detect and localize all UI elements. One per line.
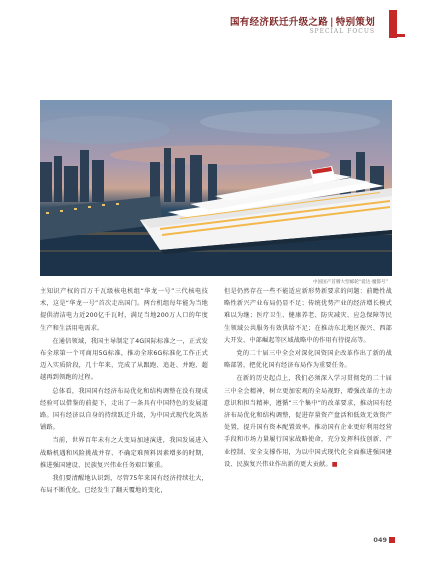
paragraph: 党的二十届三中全会对深化国资国企改革作出了新的战略部署，把优化国有经济布局作为重要任务。 [224, 350, 392, 370]
header-red-tick [397, 34, 405, 37]
paragraph: 在通信领域，我国主导制定了4G国际标准之一，正式发布全球第一个可商用5G标准，推动全球6G标准化工作正式迈入实质阶段，几十年来，完成了从跟跑、追赶、并跑、超越再到领跑的过程。 [40, 337, 208, 382]
page-number-square [389, 537, 395, 543]
section-title [230, 14, 375, 28]
paragraph-text: 在新的历史起点上，我们必须深入学习贯彻党的二十届三中全会精神，树立更加宏观的全局视野，增强改革的主动意识和担当精神，遵循“三个集中”的改革要求，推动国有经济布局优化和结构调整，促进存量资产盘活和低效无效资产处置，提升国有资本配置效率。推动国有企业更好利用经营手段和市场力量履行国家战略使命，充分发挥科技创新、产业控制、安全支撑作用，为以中国式现代化全面推进强国建设、民族复兴伟业作出新的更大贡献。 [224, 375, 392, 468]
paragraph: 当前，世界百年未有之大变局加速演进，我国发展进入战略机遇和风险挑战并存、不确定难预料因素增多的时期，推进强国建设、民族复兴伟业任务艰巨繁重。 [40, 437, 208, 469]
page-header [0, 0, 427, 48]
section-title-text: 国有经济跃迁升级之路 [230, 17, 329, 28]
paragraph: 主知识产权的百万千瓦级核电机组“华龙一号”三代核电技术，这是“华龙一号”首次走出国门。两台机组每年能为当地提供清洁电力近200亿千瓦时，满足当地200万人口的年度生产和生活用电需求。 [40, 288, 208, 332]
end-mark: ■ [331, 460, 338, 468]
article-right-column [224, 286, 392, 472]
paragraph-final [224, 373, 392, 471]
header-red-block [389, 10, 397, 38]
special-label: 特别策划 [335, 17, 375, 28]
page-number [373, 536, 395, 544]
special-focus-label: SPECIAL FOCUS [309, 28, 375, 35]
title-separator: | [330, 17, 334, 28]
paragraph: 总体看，我国国有经济布局优化和结构调整在没有现成经验可以借鉴的前提下，走出了一条具有中国特色的发展道路。国有经济以自身的持续跃迁升级，为中国式现代化筑基铺路。 [40, 387, 208, 432]
paragraph: 我们要清醒地认识到，尽管75年来国有经济持续壮大，布局不断优化，已经发生了翻天覆地的变化， [40, 475, 208, 495]
photo-caption: 中国国产首艘大型邮轮“爱达·魔都号” [312, 280, 388, 285]
article-left-column [40, 286, 208, 498]
cruise-ship-photo [40, 100, 392, 276]
cruise-ship-illustration [40, 100, 392, 276]
page-number-text: 049 [373, 536, 387, 544]
paragraph: 但是仍然存在一些不能适应新形势新要求的问题：前瞻性战略性新兴产业布局仍显不足；传统优势产业的经济增长模式难以为继；医疗卫生、健康养老、防灾减灾、应急保障等民生领域公共服务有效供给不足；在推动东北地区振兴、西部大开发、中部崛起等区域战略中的作用有待提高等。 [224, 288, 392, 344]
